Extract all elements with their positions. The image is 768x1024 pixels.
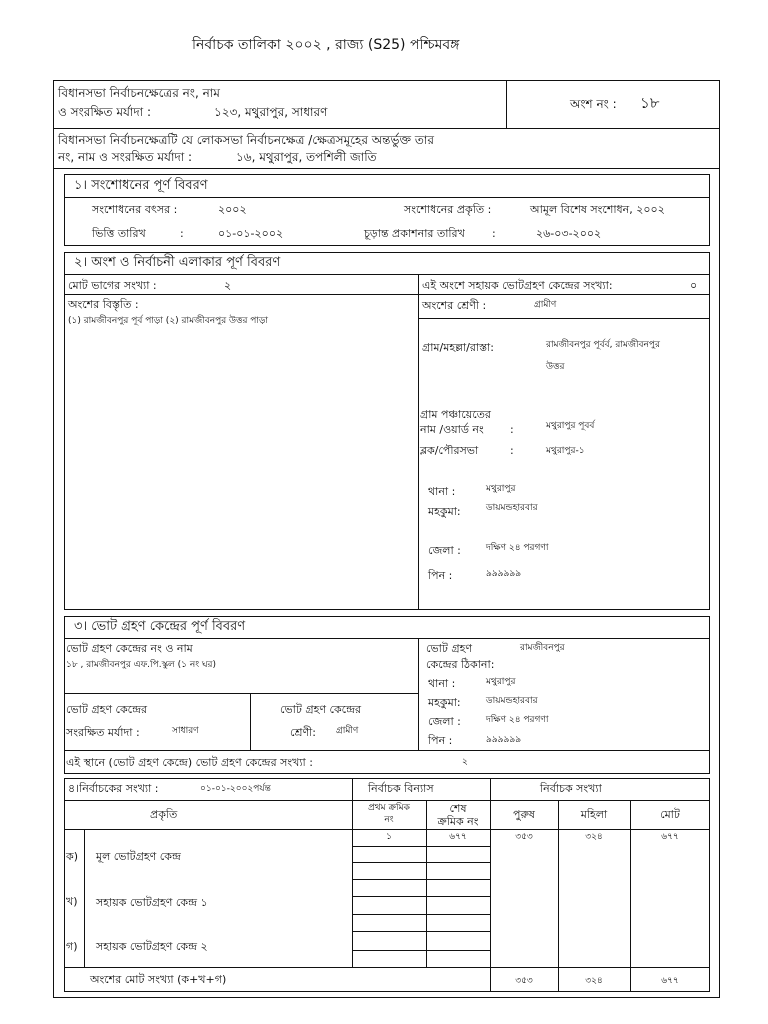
revision-nature-label: সংশোধনের প্রকৃতি :: [404, 203, 492, 216]
total-sections-label: মোট ভাগের সংখ্যা :: [68, 279, 157, 292]
station-address-label: ভোট গ্রহণ: [426, 642, 473, 655]
part-category-value: গ্রামীণ: [534, 300, 557, 310]
divider: [352, 950, 490, 951]
ward-label: নাম /ওয়ার্ড নং: [420, 423, 484, 436]
divider: [64, 829, 710, 830]
station-address-value: রামজীবনপুর: [520, 643, 565, 653]
station-pin-label: পিন :: [428, 734, 453, 747]
station-pin-value: ৯৯৯৯৯৯: [486, 735, 522, 745]
station-subdivision-value: ডায়মন্ডহারবার: [486, 696, 538, 706]
divider: [53, 128, 720, 129]
village-value-line-2: উত্তর: [546, 362, 565, 372]
divider: [352, 931, 490, 932]
total-head: মোট: [660, 808, 680, 821]
row-male: ৩৫৩: [515, 832, 533, 842]
station-reserved-value: সাধারণ: [172, 726, 199, 736]
section-2-heading: ২। অংশ ও নির্বাচনী এলাকার পূর্ণ বিবরণ: [74, 255, 281, 270]
nature-head: প্রকৃতি: [150, 808, 178, 821]
aux-stations-value: ০: [690, 279, 698, 292]
pin-value: ৯৯৯৯৯৯: [486, 569, 522, 579]
first-serial-head: প্রথম ক্রমিক: [368, 803, 410, 813]
female-head: মহিলা: [580, 808, 608, 821]
station-name-label: ভোট গ্রহণ কেন্দ্রের নং ও নাম: [66, 642, 193, 655]
village-label: গ্রাম/মহল্লা/রাস্তা:: [422, 341, 494, 354]
aux-stations-label: এই অংশে সহায়ক ভোটগ্রহণ কেন্দ্রের সংখ্যা:: [422, 279, 613, 292]
divider: [64, 800, 710, 801]
electors-as-of-date: ০১-০১-২০০২পর্যন্ত: [200, 784, 271, 794]
station-category-label: শ্রেণী:: [290, 726, 316, 739]
part-category-label: অংশের শ্রেণী :: [422, 299, 487, 312]
village-value-line-1: রামজীবনপুর পূর্বর্ব, রামজীবনপুর: [546, 340, 660, 350]
elector-count-head: নির্বাচক সংখ্যা: [540, 782, 602, 795]
station-district-label: জেলা :: [428, 715, 461, 728]
station-reserved-head: ভোট গ্রহণ কেন্দ্রের: [66, 703, 148, 716]
male-head: পুরুষ: [513, 808, 535, 821]
divider: [53, 168, 720, 169]
divider: [64, 197, 710, 198]
block-colon: :: [510, 444, 514, 457]
divider: [84, 829, 85, 967]
basis-date-colon: :: [180, 227, 184, 240]
reserved-status-label: ও সংরক্ষিত মর্যাদা :: [58, 105, 152, 119]
divider: [64, 638, 710, 639]
part-total-label: অংশের মোট সংখ্যা (ক+খ+গ): [90, 973, 227, 986]
district-value: দক্ষিণ ২৪ পরগণা: [486, 543, 549, 553]
basis-date-value: ০১-০১-২০০২: [218, 227, 284, 240]
ward-colon: :: [510, 423, 514, 436]
station-thana-label: থানা :: [428, 677, 456, 690]
elector-layout-head: নির্বাচক বিন্যাস: [368, 782, 434, 795]
divider: [352, 914, 490, 915]
section-3-heading: ৩। ভোট গ্রহণ কেন্দ্রের পূর্ণ বিবরণ: [74, 619, 246, 634]
divider: [352, 879, 490, 880]
first-serial-head-2: নং: [384, 815, 394, 825]
last-serial-head: শেষ: [449, 802, 467, 815]
constituency-label: বিধানসভা নির্বাচনক্ষেত্রের নং, নাম: [58, 86, 220, 100]
row-name: মূল ভোটগ্রহণ কেন্দ্র: [96, 850, 181, 863]
lok-sabha-value: ১৬, মথুরাপুর, তপশিলী জাতি: [236, 150, 377, 164]
part-total-all: ৬৭৭: [661, 976, 679, 986]
station-district-value: দক্ষিণ ২৪ পরগণা: [486, 715, 549, 725]
total-sections-value: ২: [224, 279, 232, 292]
final-publication-value: ২৬-০৩-২০০২: [536, 227, 602, 240]
divider: [64, 294, 710, 295]
constituency-value: ১২৩, মথুরাপুর, সাধারণ: [214, 105, 328, 119]
section-1-heading: ১। সংশোধনের পূর্ণ বিবরণ: [74, 178, 208, 193]
station-category-head: ভোট গ্রহণ কেন্দ্রের: [280, 703, 362, 716]
divider: [64, 274, 710, 275]
final-publication-colon: :: [492, 227, 496, 240]
row-last-serial: ৬৭৭: [449, 832, 467, 842]
station-address-label-2: কেন্দ্রের ঠিকানা:: [426, 658, 495, 671]
part-total-female: ৩২৪: [585, 976, 603, 986]
station-category-value: গ্রামীণ: [336, 726, 359, 736]
block-value: মথুরাপুর-১: [546, 446, 585, 456]
divider: [506, 80, 507, 128]
stations-here-label: এই স্থানে (ভোট গ্রহণ কেন্দ্রে) ভোট গ্রহণ কেন্দ্রের সংখ্যা :: [66, 756, 313, 769]
row-total: ৬৭৭: [661, 832, 679, 842]
pin-label: পিন :: [428, 569, 453, 582]
district-label: জেলা :: [428, 544, 461, 557]
divider: [352, 846, 490, 847]
final-publication-label: চূড়ান্ত প্রকাশনার তারিখ: [364, 227, 465, 240]
subdivision-value: ডায়মন্ডহারবার: [486, 503, 538, 513]
station-thana-value: মথুরাপুর: [486, 677, 516, 687]
lok-sabha-label: বিধানসভা নির্বাচনক্ষেত্রটি যে লোকসভা নির্বাচনক্ষেত্র /ক্ষেত্রসমূহের অন্তর্ভুক্ত তার: [58, 133, 434, 147]
block-label: ব্লক/পৌরসভা: [420, 444, 479, 457]
panchayat-label: গ্রাম পঞ্চায়েতের: [420, 408, 491, 421]
page-title: নির্বাচক তালিকা ২০০২ , রাজ্য (S25) পশ্চিমবঙ্গ: [192, 37, 460, 53]
row-tag: গ): [66, 940, 78, 953]
station-subdivision-label: মহকুমা:: [428, 696, 461, 709]
part-total-male: ৩৫৩: [515, 976, 533, 986]
divider: [630, 800, 631, 992]
stations-here-value: ২: [462, 757, 468, 767]
divider: [352, 862, 490, 863]
thana-value: মথুরাপুর: [486, 484, 516, 494]
divider: [352, 896, 490, 897]
revision-nature-value: আমূল বিশেষ সংশোধন, ২০০২: [530, 203, 665, 216]
row-first-serial: ১: [386, 832, 392, 842]
divider: [418, 274, 419, 610]
row-name: সহায়ক ভোটগ্রহণ কেন্দ্র ২: [96, 940, 208, 953]
section-4-heading: ৪।নির্বাচকের সংখ্যা :: [68, 782, 159, 795]
lok-sabha-status-label: নং, নাম ও সংরক্ষিত মর্যাদা :: [58, 150, 193, 164]
revision-year-value: ২০০২: [218, 203, 247, 216]
thana-label: থানা :: [428, 485, 456, 498]
revision-year-label: সংশোধনের বৎসর :: [92, 203, 178, 216]
station-reserved-label: সংরক্ষিত মর্যাদা :: [66, 726, 140, 739]
divider: [558, 800, 559, 992]
row-name: সহায়ক ভোটগ্রহণ কেন্দ্র ১: [96, 896, 208, 909]
station-name-value: ১৮ , রামজীবনপুর এফ.পি.স্কুল (১ নং ঘর): [66, 660, 216, 670]
subdivision-label: মহকুমা:: [428, 505, 461, 518]
row-tag: ক): [66, 850, 78, 863]
divider: [64, 967, 710, 968]
row-female: ৩২৪: [585, 832, 603, 842]
ward-value: মথুরাপুর পূবর্ব: [546, 421, 595, 431]
divider: [250, 693, 251, 750]
row-tag: খ): [66, 895, 78, 908]
section-2-box: [64, 252, 710, 610]
part-number-value: ১৮: [640, 94, 660, 112]
part-extent-label: অংশের বিস্তৃতি :: [68, 298, 139, 311]
divider: [418, 638, 419, 750]
part-extent-value: (১) রামজীবনপুর পূর্ব পাড়া (২) রামজীবনপুর উত্তর পাড়া: [68, 316, 269, 326]
divider: [64, 693, 418, 694]
last-serial-head-2: ক্রমিক নং: [437, 815, 479, 828]
basis-date-label: ভিত্তি তারিখ: [92, 227, 146, 240]
divider: [418, 318, 710, 319]
divider: [64, 750, 710, 751]
part-number-label: অংশ নং :: [570, 97, 617, 111]
